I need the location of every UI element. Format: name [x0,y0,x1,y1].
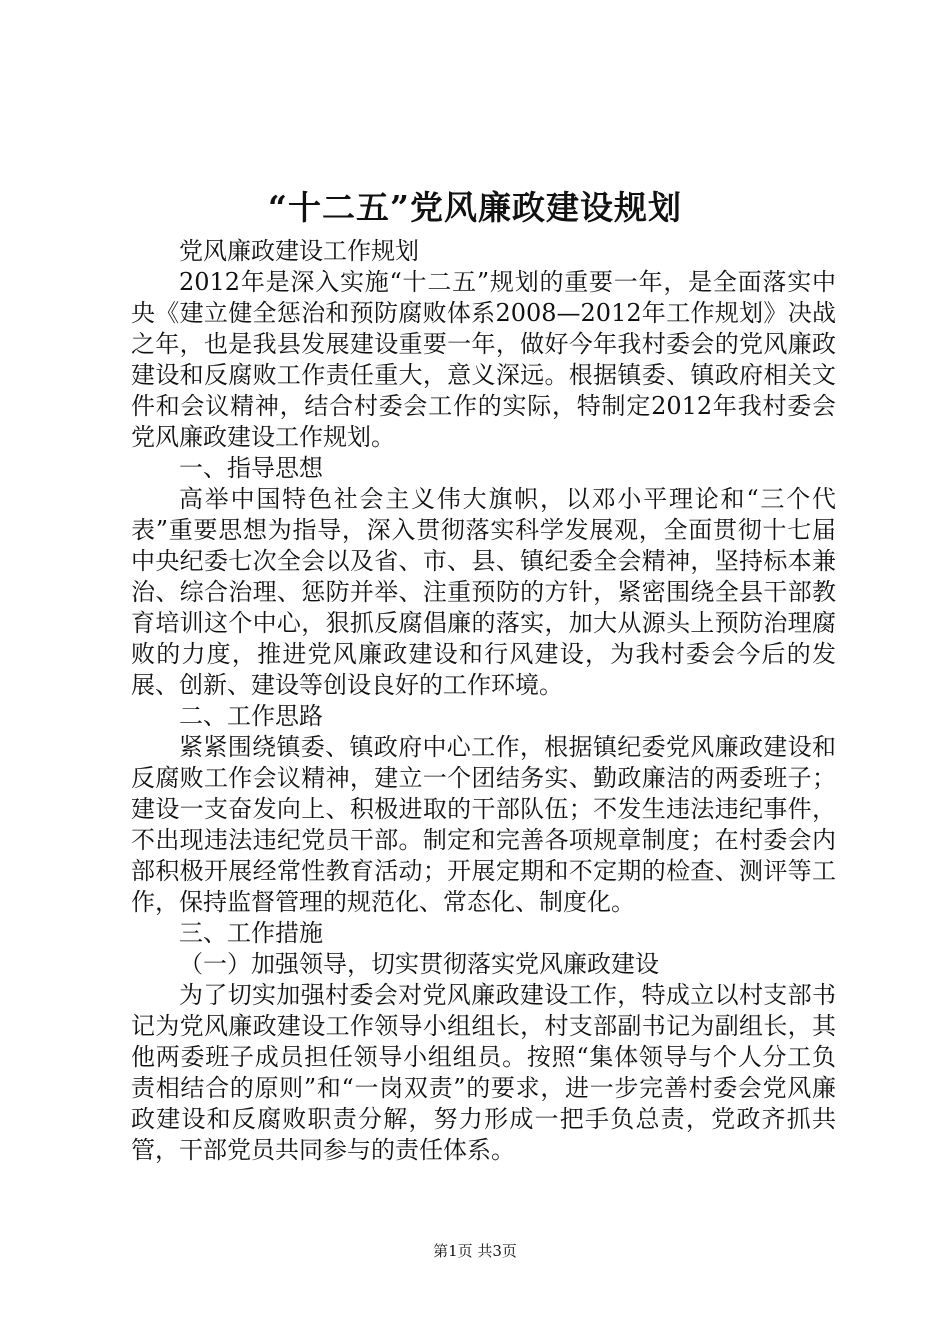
paragraph-leadership: 为了切实加强村委会对党风廉政建设工作，特成立以村支部书记为党风廉政建设工作领导小组组长，村支部副书记为副组长，其他两委班子成员担任领导小组组员。按照“集体领导与个人分工负责相结合的原则”和“一岗双责”的要求，进一步完善村委会党风廉政建设和反腐败职责分解，努力形成一把手负总责，党政齐抓共管，干部党员共同参与的责任体系。 [131,981,836,1164]
paragraph-intro: 2012年是深入实施“十二五”规划的重要一年，是全面落实中央《建立健全惩治和预防腐败体系2008—2012年工作规划》决战之年，也是我县发展建设重要一年，做好今年我村委会的党风廉政建设和反腐败工作责任重大，意义深远。根据镇委、镇政府相关文件和会议精神，结合村委会工作的实际，特制定2012年我村委会党风廉政建设工作规划。 [131,268,836,451]
section-heading-guiding-thought: 一、指导思想 [179,454,323,482]
subsection-heading-leadership: （一）加强领导，切实贯彻落实党风廉政建设 [179,950,659,978]
paragraph-guiding-thought: 高举中国特色社会主义伟大旗帜，以邓小平理论和“三个代表”重要思想为指导，深入贯彻落实科学发展观，全面贯彻十七届中央纪委七次全会以及省、市、县、镇纪委全会精神，坚持标本兼治、综合治理、惩防并举、注重预防的方针，紧密围绕全县干部教育培训这个中心，狠抓反腐倡廉的落实，加大从源头上预防治理腐败的力度，推进党风廉政建设和行风建设，为我村委会今后的发展、创新、建设等创设良好的工作环境。 [131,485,836,699]
paragraph-subtitle: 党风廉政建设工作规划 [179,237,419,265]
section-heading-work-measures: 三、工作措施 [179,919,323,947]
document-title: “十二五”党风廉政建设规划 [268,188,682,227]
document-body [131,236,836,1166]
paragraph-work-approach: 紧紧围绕镇委、镇政府中心工作，根据镇纪委党风廉政建设和反腐败工作会议精神，建立一个团结务实、勤政廉洁的两委班子；建设一支奋发向上、积极进取的干部队伍；不发生违法违纪事件，不出现违法违纪党员干部。制定和完善各项规章制度；在村委会内部积极开展经常性教育活动；开展定期和不定期的检查、测评等工作，保持监督管理的规范化、常态化、制度化。 [131,733,836,916]
section-heading-work-approach: 二、工作思路 [179,702,323,730]
page-number-footer: 第1页 共3页 [433,1242,517,1260]
